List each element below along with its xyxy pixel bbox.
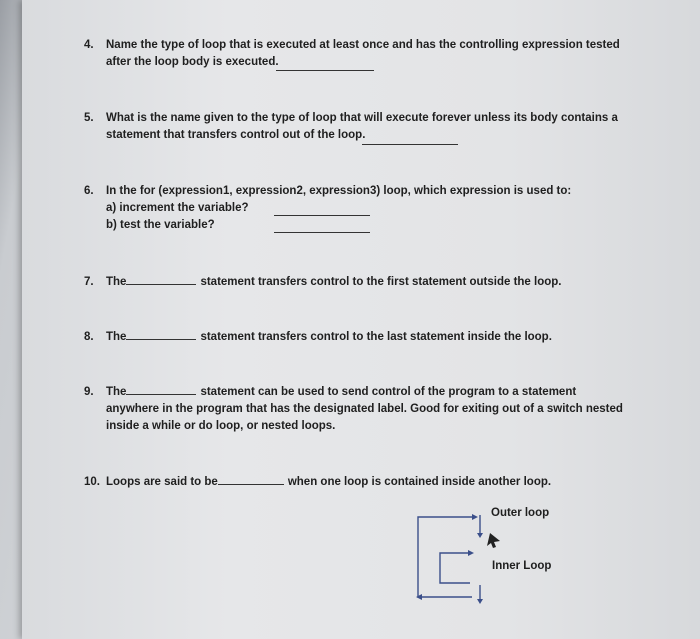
- arrow-head-down: [477, 533, 483, 538]
- question-text: statement that transfers control out of the loop.: [106, 129, 366, 141]
- answer-blank[interactable]: [276, 70, 374, 71]
- question-9: 9. The statement can be used to send control of the program to a statement anywhere in the program that has the designated label. Good for exiting out of a switch nested inside a while or do loop, or nested loops.: [84, 383, 623, 435]
- question-number: 9.: [84, 386, 94, 398]
- nested-loop-diagram: [402, 505, 522, 605]
- question-10: 10. Loops are said to be when one loop is contained inside another loop.: [84, 473, 551, 491]
- question-8: 8. The statement transfers control to the last statement inside the loop.: [84, 328, 552, 346]
- question-number: 7.: [84, 276, 94, 288]
- answer-blank-6a[interactable]: [274, 215, 370, 216]
- question-6a: a) increment the variable?: [106, 202, 249, 214]
- arrow-head-outer-top: [472, 514, 478, 520]
- question-number: 10.: [84, 476, 100, 488]
- question-number: 4.: [84, 39, 94, 51]
- code-expression: (expression1, expression2, expression3): [158, 185, 381, 197]
- question-number: 5.: [84, 112, 94, 124]
- answer-blank[interactable]: [126, 383, 196, 395]
- worksheet-page: [22, 0, 700, 639]
- outer-loop-path: [418, 517, 472, 597]
- question-4: [84, 37, 620, 71]
- question-text: What is the name given to the type of loop that will execute forever unless its body contains a: [106, 112, 618, 124]
- question-number: 8.: [84, 331, 94, 343]
- question-6: 6. In the for (expression1, expression2, expression3) loop, which expression is used to:: [84, 183, 571, 200]
- question-text: after the loop body is executed.: [106, 56, 279, 68]
- inner-loop-label: Inner Loop: [492, 560, 552, 572]
- question-number: 6.: [84, 185, 94, 197]
- arrow-head-inner: [468, 550, 474, 556]
- outer-loop-label: Outer loop: [491, 507, 550, 519]
- arrow-head-down: [477, 599, 483, 604]
- question-5: [84, 110, 618, 144]
- answer-blank[interactable]: [126, 328, 196, 340]
- answer-blank[interactable]: [126, 273, 196, 285]
- cursor-icon: [487, 533, 500, 548]
- inner-loop-path: [440, 553, 470, 583]
- question-text: Name the type of loop that is executed at least once and has the controlling expression tested: [106, 39, 620, 51]
- arrow-head-outer-bottom: [416, 594, 422, 600]
- answer-blank-6b[interactable]: [274, 232, 370, 233]
- answer-blank[interactable]: [362, 144, 458, 145]
- question-7: 7. The statement transfers control to the first statement outside the loop.: [84, 273, 561, 291]
- answer-blank[interactable]: [218, 473, 284, 485]
- question-6b: b) test the variable?: [106, 219, 215, 231]
